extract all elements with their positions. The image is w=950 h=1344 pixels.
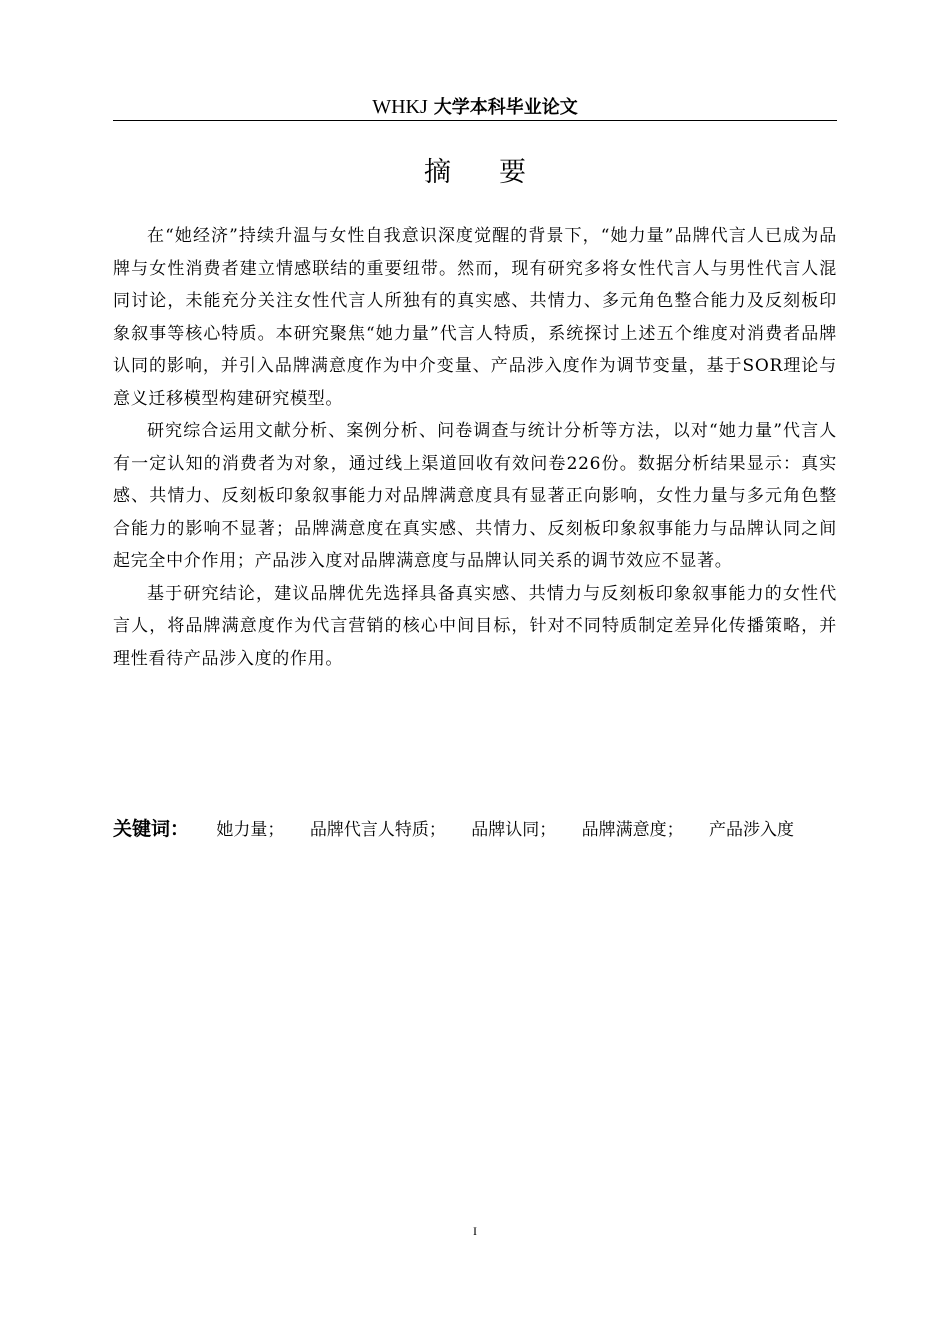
header-university-code: WHKJ xyxy=(372,96,428,118)
keyword-item: 品牌满意度； xyxy=(581,820,684,840)
abstract-title: 摘要 xyxy=(424,157,574,188)
running-header xyxy=(113,94,837,120)
abstract-paragraph-2: 研究综合运用文献分析、案例分析、问卷调查与统计分析等方法，以对“她力量”代言人有一定认知的消费者为对象，通过线上渠道回收有效问卷226份。数据分析结果显示：真实感、共情力、反刻板印象叙事能力对品牌满意度具有显著正向影响，女性力量与多元角色整合能力的影响不显著；品牌满意度在真实感、共情力、反刻板印象叙事能力与品牌认同之间起完全中介作用；产品涉入度对品牌满意度与品牌认同关系的调节效应不显著。 xyxy=(113,421,837,571)
header-thesis-type: 大学本科毕业论文 xyxy=(433,97,578,118)
keyword-item: 她力量； xyxy=(216,820,285,840)
keyword-item: 品牌认同； xyxy=(471,820,557,840)
keyword-item: 产品涉入度 xyxy=(709,820,795,840)
abstract-body xyxy=(113,220,837,675)
keyword-item: 品牌代言人特质； xyxy=(309,820,446,840)
keywords-line xyxy=(113,814,837,845)
keywords-label: 关键词： xyxy=(113,818,190,840)
abstract-paragraph-3: 基于研究结论，建议品牌优先选择具备真实感、共情力与反刻板印象叙事能力的女性代言人，将品牌满意度作为代言营销的核心中间目标，针对不同特质制定差异化传播策略，并理性看待产品涉入度的作用。 xyxy=(113,583,837,669)
page-number: I xyxy=(473,1224,477,1238)
abstract-paragraph-1: 在“她经济”持续升温与女性自我意识深度觉醒的背景下，“她力量”品牌代言人已成为品牌与女性消费者建立情感联结的重要纽带。然而，现有研究多将女性代言人与男性代言人混同讨论，未能充分关注女性代言人所独有的真实感、共情力、多元角色整合能力及反刻板印象叙事等核心特质。本研究聚焦“她力量”代言人特质，系统探讨上述五个维度对消费者品牌认同的影响，并引入品牌满意度作为中介变量、产品涉入度作为调节变量，基于SOR理论与意义迁移模型构建研究模型。 xyxy=(113,226,837,409)
header-rule xyxy=(113,120,837,121)
